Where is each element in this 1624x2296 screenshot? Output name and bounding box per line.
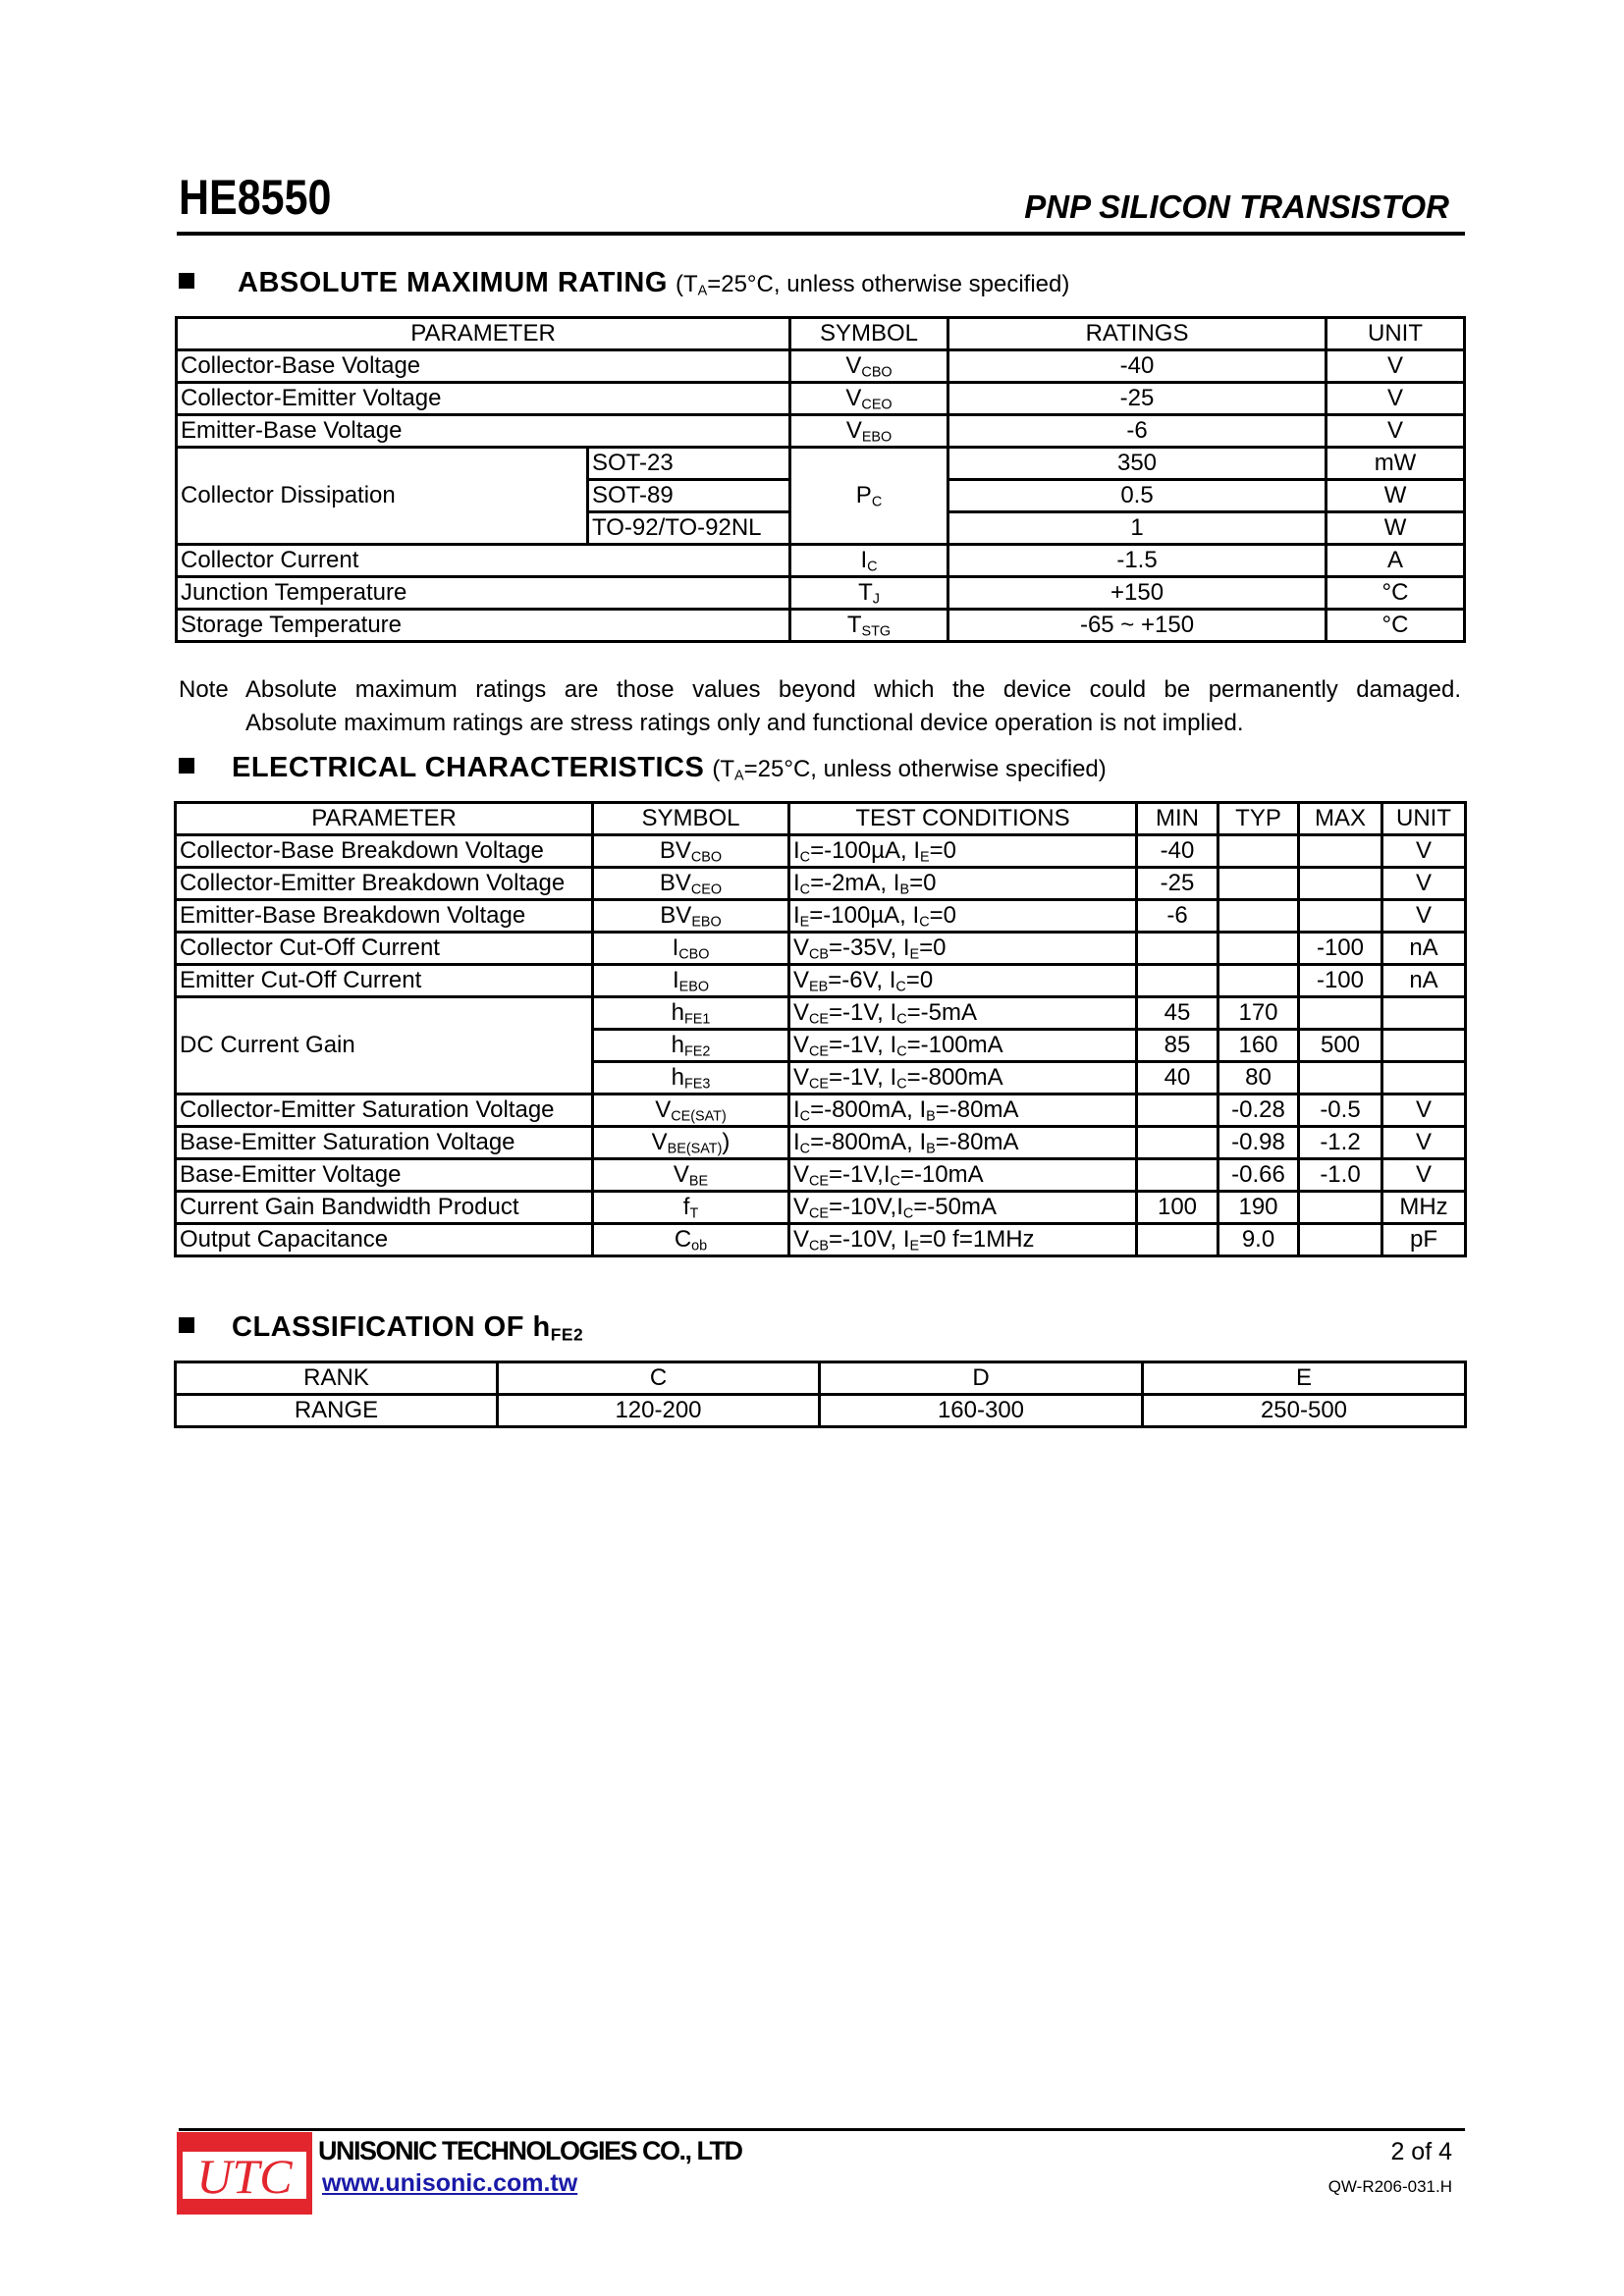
document-code: QW-R206-031.H (1327, 2177, 1452, 2196)
section-condition: ($T_A=25^\circ C$, unless otherwise specified) (712, 756, 1107, 784)
utc-logo (177, 2132, 312, 2215)
parameter-cell: Emitter-Base Breakdown Voltage (176, 900, 593, 933)
symbol-cell: $I_{CBO}$ (593, 933, 789, 965)
range-cell: 250-500 (1143, 1395, 1466, 1427)
rating-cell: -40 (948, 350, 1326, 383)
table-row (176, 1224, 1466, 1256)
package-cell: SOT-23 (588, 448, 790, 480)
section-title: CLASSIFICATION OF $h_{FE2}$ (232, 1311, 584, 1345)
symbol-cell: $T_{STG}$ (790, 610, 948, 642)
max-cell: -100 (1299, 965, 1382, 997)
max-cell: -1.2 (1299, 1127, 1382, 1159)
parameter-cell: Collector Current (177, 545, 790, 577)
unit-cell (1382, 997, 1466, 1030)
parameter-cell: Collector-Base Voltage (177, 350, 790, 383)
max-cell (1299, 868, 1382, 900)
table-row (176, 997, 1466, 1030)
company-name: UNISONIC TECHNOLOGIES CO., LTD (318, 2136, 742, 2165)
unit-cell: °C (1326, 577, 1465, 610)
parameter-cell: DC Current Gain (176, 997, 593, 1095)
electrical-heading (179, 752, 1107, 784)
min-cell: -25 (1137, 868, 1218, 900)
rating-cell: +150 (948, 577, 1326, 610)
parameter-cell: Collector Cut-Off Current (176, 933, 593, 965)
unit-cell: V (1382, 1127, 1466, 1159)
header-test: TEST CONDITIONS (789, 803, 1137, 835)
unit-cell: V (1382, 835, 1466, 868)
square-bullet-icon (179, 273, 194, 289)
typ-cell (1218, 900, 1299, 933)
parameter-cell: Base-Emitter Voltage (176, 1159, 593, 1192)
test-condition-cell: $I_C=-100\mu A$, $I_E=0$ (789, 835, 1137, 868)
symbol-cell: $T_J$ (790, 577, 948, 610)
max-cell (1299, 1224, 1382, 1256)
range-cell: 160-300 (820, 1395, 1143, 1427)
symbol-cell: $I_C$ (790, 545, 948, 577)
part-number: HE8550 (179, 170, 332, 225)
note-line-2: Absolute maximum ratings are stress ratings only and functional device operation is not implied. (245, 710, 1244, 736)
typ-cell: 160 (1218, 1030, 1299, 1062)
max-cell (1299, 997, 1382, 1030)
note-line-1: Note Absolute maximum ratings are those values beyond which the device could be permanently damaged. (179, 676, 1461, 703)
test-condition-cell: $V_{CE}=-1V$, $I_C=-100mA$ (789, 1030, 1137, 1062)
symbol-cell: $h_{FE2}$ (593, 1030, 789, 1062)
table-row (176, 1192, 1466, 1224)
unit-cell: pF (1382, 1224, 1466, 1256)
symbol-cell: $h_{FE3}$ (593, 1062, 789, 1095)
min-cell (1137, 933, 1218, 965)
symbol-cell: $V_{CBO}$ (790, 350, 948, 383)
header-parameter: PARAMETER (177, 318, 790, 350)
typ-cell: 9.0 (1218, 1224, 1299, 1256)
symbol-cell: $V_{EBO}$ (790, 415, 948, 448)
parameter-cell: Emitter-Base Voltage (177, 415, 790, 448)
parameter-cell: Collector Dissipation (177, 448, 588, 545)
rating-cell: 1 (948, 512, 1326, 545)
symbol-cell: $f_T$ (593, 1192, 789, 1224)
symbol-cell: $C_{ob}$ (593, 1224, 789, 1256)
header-unit: UNIT (1382, 803, 1466, 835)
min-cell: 85 (1137, 1030, 1218, 1062)
parameter-cell: Output Capacitance (176, 1224, 593, 1256)
unit-cell: A (1326, 545, 1465, 577)
parameter-cell: Collector-Base Breakdown Voltage (176, 835, 593, 868)
header-unit: UNIT (1326, 318, 1465, 350)
test-condition-cell: $V_{CE}=-1V$, $I_C=-5mA$ (789, 997, 1137, 1030)
table-row (177, 415, 1465, 448)
parameter-cell: Collector-Emitter Saturation Voltage (176, 1095, 593, 1127)
company-url-link[interactable]: www.unisonic.com.tw (322, 2169, 578, 2197)
min-cell: 40 (1137, 1062, 1218, 1095)
table-row (176, 835, 1466, 868)
typ-cell: -0.98 (1218, 1127, 1299, 1159)
table-header-row (176, 803, 1466, 835)
table-row (176, 965, 1466, 997)
test-condition-cell: $V_{CE}=-10V,I_C=-50mA$ (789, 1192, 1137, 1224)
unit-cell: V (1382, 900, 1466, 933)
rank-row (176, 1362, 1466, 1395)
range-cell: 120-200 (498, 1395, 820, 1427)
symbol-cell: $P_C$ (790, 448, 948, 545)
min-cell: -40 (1137, 835, 1218, 868)
electrical-characteristics-table (174, 801, 1467, 1257)
min-cell (1137, 1224, 1218, 1256)
symbol-cell: $V_{BE(SAT)}$) (593, 1127, 789, 1159)
section-title: ABSOLUTE MAXIMUM RATING (238, 267, 668, 298)
document-type: PNP SILICON TRANSISTOR (1024, 188, 1449, 225)
min-cell (1137, 1159, 1218, 1192)
max-cell (1299, 835, 1382, 868)
test-condition-cell: $V_{CB}=-10V$, $I_E=0$ f=1MHz (789, 1224, 1137, 1256)
min-cell: -6 (1137, 900, 1218, 933)
table-row (177, 577, 1465, 610)
parameter-cell: Storage Temperature (177, 610, 790, 642)
unit-cell: °C (1326, 610, 1465, 642)
symbol-cell: $BV_{CBO}$ (593, 835, 789, 868)
table-row (176, 900, 1466, 933)
unit-cell: V (1382, 1095, 1466, 1127)
classification-table (174, 1361, 1467, 1428)
typ-cell (1218, 868, 1299, 900)
classification-heading (179, 1311, 583, 1344)
unit-cell (1382, 1062, 1466, 1095)
section-condition: ($T_A=25^\circ C$, unless otherwise specified) (675, 271, 1070, 299)
symbol-cell: $BV_{CEO}$ (593, 868, 789, 900)
min-cell: 100 (1137, 1192, 1218, 1224)
absolute-max-heading (179, 267, 1069, 299)
symbol-cell: $V_{CE(SAT)}$ (593, 1095, 789, 1127)
typ-cell: -0.28 (1218, 1095, 1299, 1127)
rating-cell: -65 ~ +150 (948, 610, 1326, 642)
header-typ: TYP (1218, 803, 1299, 835)
parameter-cell: Junction Temperature (177, 577, 790, 610)
square-bullet-icon (179, 1317, 194, 1333)
test-condition-cell: $I_E=-100\mu A$, $I_C=0$ (789, 900, 1137, 933)
absolute-max-table (175, 316, 1466, 643)
square-bullet-icon (179, 758, 194, 774)
typ-cell: 190 (1218, 1192, 1299, 1224)
max-cell (1299, 1192, 1382, 1224)
test-condition-cell: $I_C=-800mA$, $I_B=-80mA$ (789, 1095, 1137, 1127)
unit-cell: V (1326, 415, 1465, 448)
parameter-cell: Current Gain Bandwidth Product (176, 1192, 593, 1224)
symbol-cell: $V_{CEO}$ (790, 383, 948, 415)
header-max: MAX (1299, 803, 1382, 835)
max-cell: 500 (1299, 1030, 1382, 1062)
svg-text:UTC: UTC (196, 2149, 293, 2204)
max-cell: -0.5 (1299, 1095, 1382, 1127)
symbol-cell: $h_{FE1}$ (593, 997, 789, 1030)
unit-cell: V (1382, 1159, 1466, 1192)
typ-cell: 170 (1218, 997, 1299, 1030)
parameter-cell: Collector-Emitter Breakdown Voltage (176, 868, 593, 900)
unit-cell: W (1326, 512, 1465, 545)
table-row (176, 933, 1466, 965)
table-row (177, 545, 1465, 577)
rating-cell: 350 (948, 448, 1326, 480)
max-cell: -100 (1299, 933, 1382, 965)
rank-cell: D (820, 1362, 1143, 1395)
parameter-cell: Emitter Cut-Off Current (176, 965, 593, 997)
header-min: MIN (1137, 803, 1218, 835)
max-cell: -1.0 (1299, 1159, 1382, 1192)
typ-cell (1218, 965, 1299, 997)
typ-cell (1218, 933, 1299, 965)
unit-cell: W (1326, 480, 1465, 512)
unit-cell: nA (1382, 965, 1466, 997)
symbol-cell: $BV_{EBO}$ (593, 900, 789, 933)
header-ratings: RATINGS (948, 318, 1326, 350)
test-condition-cell: $V_{EB}=-6V$, $I_C=0$ (789, 965, 1137, 997)
rank-cell: C (498, 1362, 820, 1395)
page-number: 2 of 4 (1390, 2138, 1452, 2165)
package-cell: TO-92/TO-92NL (588, 512, 790, 545)
unit-cell: V (1326, 383, 1465, 415)
table-row (176, 1159, 1466, 1192)
test-condition-cell: $I_C=-800mA$, $I_B=-80mA$ (789, 1127, 1137, 1159)
table-row (176, 1095, 1466, 1127)
parameter-cell: Collector-Emitter Voltage (177, 383, 790, 415)
min-cell (1137, 1095, 1218, 1127)
table-row (177, 383, 1465, 415)
min-cell: 45 (1137, 997, 1218, 1030)
unit-cell (1382, 1030, 1466, 1062)
rating-cell: -6 (948, 415, 1326, 448)
package-cell: SOT-89 (588, 480, 790, 512)
rank-cell: E (1143, 1362, 1466, 1395)
table-row (177, 448, 1465, 480)
utc-logo-mark (177, 2132, 312, 2215)
header-symbol: SYMBOL (790, 318, 948, 350)
symbol-cell: $V_{BE}$ (593, 1159, 789, 1192)
typ-cell: 80 (1218, 1062, 1299, 1095)
unit-cell: nA (1382, 933, 1466, 965)
typ-cell (1218, 835, 1299, 868)
symbol-cell: $I_{EBO}$ (593, 965, 789, 997)
section-title: ELECTRICAL CHARACTERISTICS (232, 752, 705, 783)
table-row (176, 868, 1466, 900)
rating-cell: -25 (948, 383, 1326, 415)
typ-cell: -0.66 (1218, 1159, 1299, 1192)
footer-rule (179, 2128, 1465, 2131)
rating-cell: -1.5 (948, 545, 1326, 577)
max-cell (1299, 1062, 1382, 1095)
table-row (177, 610, 1465, 642)
absolute-max-note (179, 673, 1461, 740)
header-symbol: SYMBOL (593, 803, 789, 835)
table-row (176, 1127, 1466, 1159)
min-cell (1137, 965, 1218, 997)
test-condition-cell: $I_C=-2mA$, $I_B=0$ (789, 868, 1137, 900)
rank-label-cell: RANK (176, 1362, 498, 1395)
table-row (177, 350, 1465, 383)
unit-cell: V (1382, 868, 1466, 900)
header-parameter: PARAMETER (176, 803, 593, 835)
test-condition-cell: $V_{CE}=-1V$, $I_C=-800mA$ (789, 1062, 1137, 1095)
unit-cell: V (1326, 350, 1465, 383)
unit-cell: mW (1326, 448, 1465, 480)
header-rule (177, 232, 1465, 236)
range-label-cell: RANGE (176, 1395, 498, 1427)
unit-cell: MHz (1382, 1192, 1466, 1224)
min-cell (1137, 1127, 1218, 1159)
max-cell (1299, 900, 1382, 933)
parameter-cell: Base-Emitter Saturation Voltage (176, 1127, 593, 1159)
test-condition-cell: $V_{CE}=-1V,I_C=-10mA$ (789, 1159, 1137, 1192)
test-condition-cell: $V_{CB}=-35V$, $I_E=0$ (789, 933, 1137, 965)
table-header-row (177, 318, 1465, 350)
range-row (176, 1395, 1466, 1427)
rating-cell: 0.5 (948, 480, 1326, 512)
